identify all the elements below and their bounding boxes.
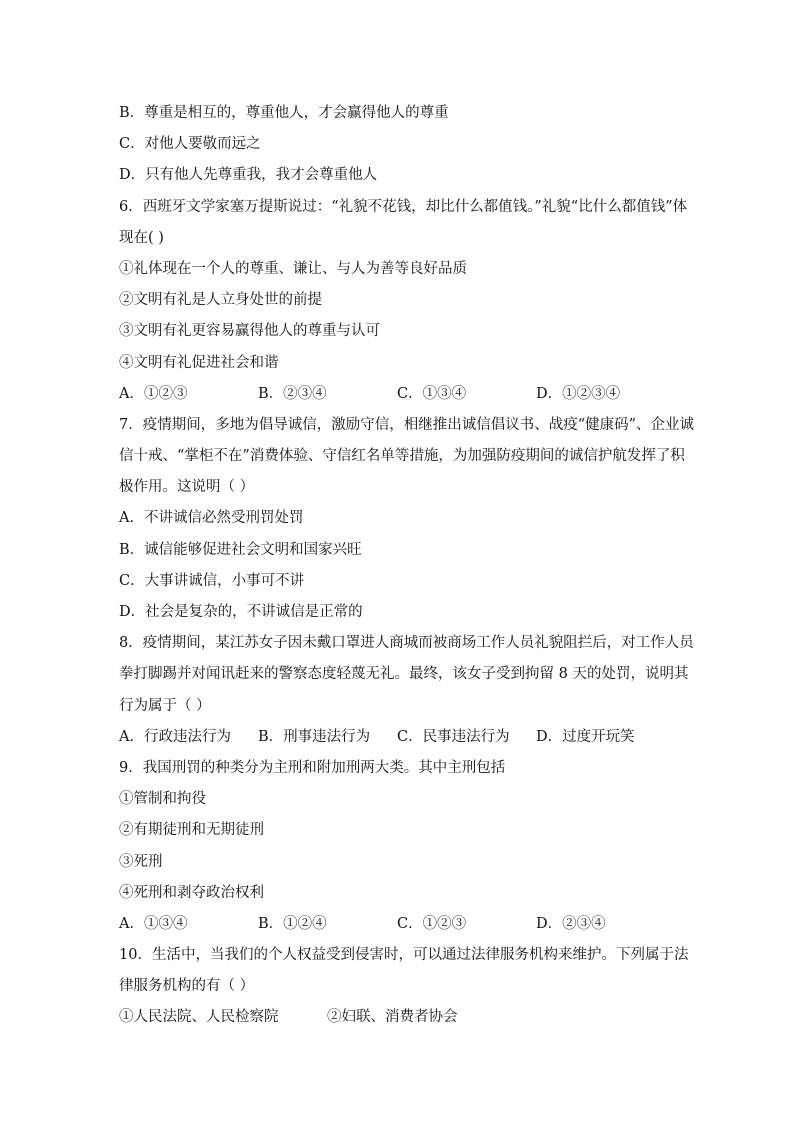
q9-item-3: ③死刑: [119, 853, 163, 870]
q7-option-b: B．诚信能够促进社会文明和国家兴旺: [119, 541, 362, 558]
q9-stem: 9．我国刑罚的种类分为主刑和附加刑两大类。其中主刑包括: [119, 759, 506, 776]
q7-stem-line-1: 7．疫情期间，多地为倡导诚信，激励守信，相继推出诚信倡议书、战疫“健康码”、企业诚: [119, 416, 695, 433]
q8-stem-line-1: 8．疫情期间，某江苏女子因未戴口罩进人商城而被商场工作人员礼貌阻拦后，对工作人员: [119, 635, 694, 652]
q5-option-d: D．只有他人先尊重我，我才会尊重他人: [119, 167, 378, 184]
q9-item-2: ②有期徒刑和无期徒刑: [119, 822, 264, 839]
q10-stem-line-2: 律服务机构的有（ ）: [119, 978, 255, 995]
q6-item-1: ①礼体现在一个人的尊重、谦让、与人为善等良好品质: [119, 260, 467, 277]
q10-options: [119, 1002, 679, 1033]
q6-option-b: B．②③④: [258, 385, 327, 402]
q10-item-1: ①人民法院、人民检察院: [119, 1009, 279, 1026]
q9-option-a: A．①③④: [119, 915, 188, 932]
q6-option-d: D．①②③④: [536, 385, 621, 402]
q9-option-b: B．①②④: [258, 915, 327, 932]
q8-option-c: C．民事违法行为: [397, 728, 510, 745]
q5-option-c: C．对他人要敬而远之: [119, 136, 261, 153]
q10-stem-line-1: 10．生活中，当我们的个人权益受到侵害时，可以通过法律服务机构来维护。下列属于法: [119, 947, 689, 964]
q7-option-c: C．大事讲诚信，小事可不讲: [119, 572, 305, 589]
q7-option-a: A．不讲诚信必然受刑罚处罚: [119, 510, 304, 527]
q7-option-d: D．社会是复杂的，不讲诚信是正常的: [119, 604, 363, 620]
q9-item-4: ④死刑和剥夺政治权利: [119, 884, 264, 901]
q10-item-2: ②妇联、消费者协会: [327, 1009, 458, 1026]
q6-stem-line-1: 6．西班牙文学家塞万提斯说过：“礼貌不花钱，却比什么都值钱。”礼貌“比什么都值钱”体: [119, 198, 688, 215]
q9-option-c: C．①②③: [397, 915, 467, 932]
q9-item-1: ①管制和拘役: [119, 791, 206, 808]
q7-stem-line-2: 信十戒、“掌柜不在”消费体验、守信红名单等措施，为加强防疫期间的诚信护航发挥了积: [119, 448, 685, 465]
q6-options: [119, 379, 679, 410]
q6-option-a: A．①②③: [119, 385, 188, 402]
q6-item-3: ③文明有礼更容易赢得他人的尊重与认可: [119, 323, 380, 340]
q5-option-b: B．尊重是相互的，尊重他人，才会赢得他人的尊重: [119, 105, 449, 121]
q6-item-4: ④文明有礼促进社会和谐: [119, 354, 279, 371]
q9-option-d: D．②③④: [536, 915, 606, 932]
q9-options: [119, 909, 679, 940]
q6-option-c: C．①③④: [397, 385, 467, 402]
q8-options: [119, 722, 679, 753]
q8-stem-line-2: 拳打脚踢并对闻讯赶来的警察态度轻蔑无礼。最终，该女子受到拘留 8 天的处罚，说明其: [119, 666, 689, 683]
document-page: [119, 98, 695, 1034]
q8-option-b: B．刑事违法行为: [258, 728, 371, 745]
q7-stem-line-3: 极作用。这说明（ ）: [119, 479, 255, 496]
q6-stem-line-2: 现在( ): [119, 229, 164, 246]
q6-item-2: ②文明有礼是人立身处世的前提: [119, 292, 322, 309]
q8-option-d: D．过度开玩笑: [536, 728, 635, 745]
q8-stem-line-3: 行为属于（ ）: [119, 697, 211, 714]
q8-option-a: A．行政违法行为: [119, 728, 231, 745]
